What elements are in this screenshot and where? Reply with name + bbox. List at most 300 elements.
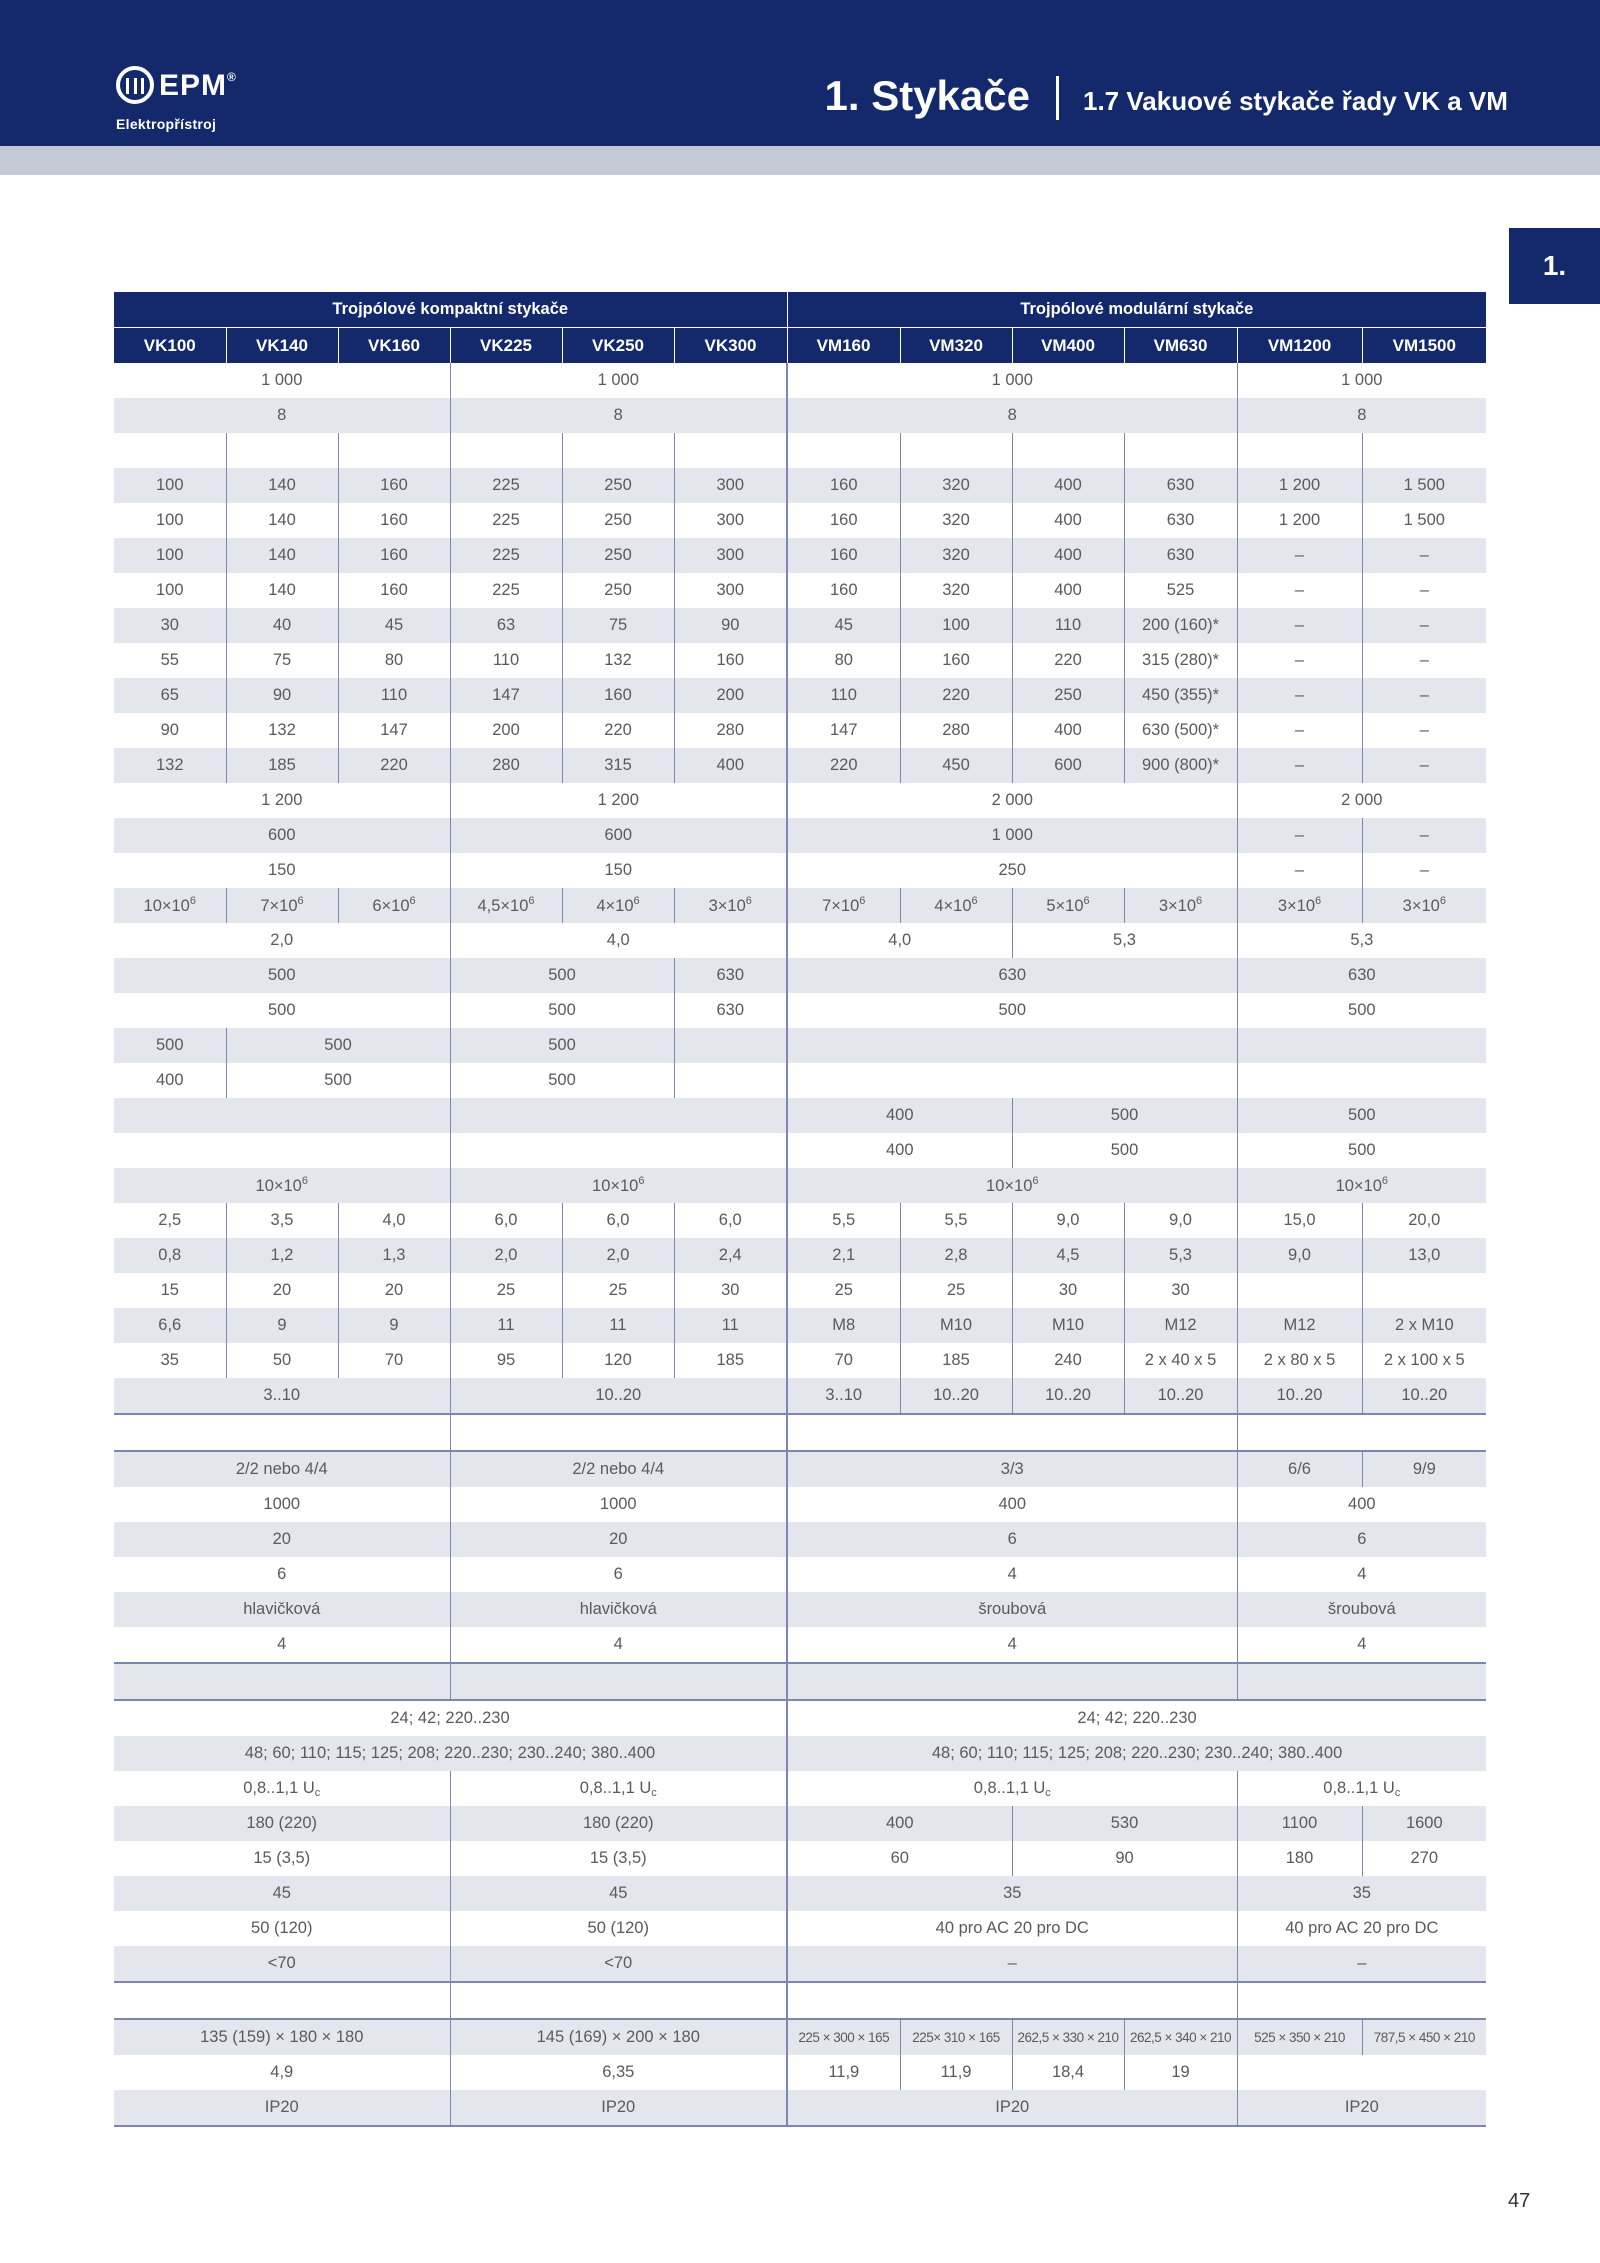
- spec-cell: $6\times 10^6$: [338, 888, 450, 923]
- spec-cell: 300: [674, 538, 787, 573]
- spec-cell: 90: [114, 713, 226, 748]
- spec-row: [114, 1841, 1486, 1876]
- spec-cell: 11: [674, 1308, 787, 1343]
- spec-cell: 530: [1012, 1806, 1237, 1841]
- spec-cell: 110: [338, 678, 450, 713]
- spec-cell: 400: [787, 1133, 1012, 1168]
- spec-cell: 2 x 40 x 5: [1124, 1343, 1237, 1378]
- spec-row: [114, 1028, 1486, 1063]
- chapter-title: 1. Stykače: [824, 72, 1030, 119]
- spec-cell-empty: [1124, 433, 1237, 468]
- spec-cell: 1 200: [114, 783, 450, 818]
- model-header: VK225: [450, 328, 562, 364]
- spec-cell: 2 000: [1237, 783, 1486, 818]
- spec-cell: 147: [338, 713, 450, 748]
- spec-cell: 240: [1012, 1343, 1124, 1378]
- spec-cell: 11,9: [787, 2055, 900, 2090]
- spec-cell: 5,3: [1124, 1238, 1237, 1273]
- spec-cell: 2 x 80 x 5: [1237, 1343, 1362, 1378]
- spec-cell: 140: [226, 468, 338, 503]
- spec-cell: 600: [450, 818, 787, 853]
- spec-cell: 135 (159) × 180 × 180: [114, 2019, 450, 2055]
- spec-cell: 140: [226, 573, 338, 608]
- spec-cell: IP20: [1237, 2090, 1486, 2126]
- spec-cell-empty: [114, 1663, 450, 1700]
- spec-cell: 600: [1012, 748, 1124, 783]
- spec-cell: 787,5 × 450 × 210: [1362, 2019, 1486, 2055]
- spec-row: [114, 783, 1486, 818]
- spec-cell: 525 × 350 × 210: [1237, 2019, 1362, 2055]
- spec-cell-empty: [1237, 1982, 1486, 2019]
- spec-cell: 400: [787, 1806, 1012, 1841]
- spec-table-body: [114, 363, 1486, 2126]
- spec-cell: 132: [114, 748, 226, 783]
- spec-cell: –: [1237, 818, 1362, 853]
- spec-row: [114, 2090, 1486, 2126]
- spec-cell-empty: [674, 1028, 787, 1063]
- spec-cell: 250: [562, 468, 674, 503]
- model-header: VM1200: [1237, 328, 1362, 364]
- spec-cell: 10..20: [450, 1378, 787, 1414]
- spec-cell: 4,0: [338, 1203, 450, 1238]
- spec-cell: 11: [450, 1308, 562, 1343]
- spec-cell: 0,8..1,1 $U_c$: [1237, 1771, 1486, 1806]
- spec-cell: 630 (500)*: [1124, 713, 1237, 748]
- spec-cell-empty: [1012, 433, 1124, 468]
- spec-cell: 35: [114, 1343, 226, 1378]
- spec-row: [114, 1203, 1486, 1238]
- spec-cell: 400: [1012, 713, 1124, 748]
- spec-cell: 50 (120): [114, 1911, 450, 1946]
- spec-row: [114, 923, 1486, 958]
- spec-cell: –: [1362, 538, 1486, 573]
- spec-row: [114, 433, 1486, 468]
- spec-cell: –: [1237, 853, 1362, 888]
- spec-cell: 20: [338, 1273, 450, 1308]
- spec-cell: 30: [1012, 1273, 1124, 1308]
- spec-cell: 4,9: [114, 2055, 450, 2090]
- spec-cell: 262,5 × 340 × 210: [1124, 2019, 1237, 2055]
- spec-cell: 220: [1012, 643, 1124, 678]
- spec-row: [114, 713, 1486, 748]
- spec-cell: 15 (3,5): [114, 1841, 450, 1876]
- epm-logo: [116, 64, 246, 144]
- spec-cell: 630: [674, 958, 787, 993]
- model-header: VK300: [674, 328, 787, 364]
- spec-cell: 450 (355)*: [1124, 678, 1237, 713]
- spec-cell: 120: [562, 1343, 674, 1378]
- model-header: VM320: [900, 328, 1012, 364]
- spec-cell: 500: [450, 1063, 674, 1098]
- spec-row: [114, 1063, 1486, 1098]
- spec-row: [114, 1982, 1486, 2019]
- spec-cell: $10\times 10^6$: [114, 888, 226, 923]
- spec-cell-empty: [1237, 1063, 1486, 1098]
- spec-cell: 10..20: [1237, 1378, 1362, 1414]
- spec-row: [114, 468, 1486, 503]
- spec-cell: 500: [114, 958, 450, 993]
- spec-cell: 5,3: [1237, 923, 1486, 958]
- spec-cell: 110: [450, 643, 562, 678]
- spec-cell: 320: [900, 573, 1012, 608]
- spec-row: [114, 1098, 1486, 1133]
- spec-cell: 63: [450, 608, 562, 643]
- spec-cell: 147: [787, 713, 900, 748]
- spec-cell: 1 000: [1237, 363, 1486, 398]
- spec-cell: 4,5: [1012, 1238, 1124, 1273]
- spec-cell-empty: [1237, 2055, 1486, 2090]
- spec-cell: 1 200: [450, 783, 787, 818]
- spec-cell: 500: [450, 958, 674, 993]
- spec-cell-empty: [114, 1098, 450, 1133]
- spec-cell: $3\times 10^6$: [1124, 888, 1237, 923]
- spec-cell: M8: [787, 1308, 900, 1343]
- spec-cell: 2/2 nebo 4/4: [450, 1451, 787, 1487]
- spec-cell: <70: [114, 1946, 450, 1982]
- spec-cell: –: [1237, 748, 1362, 783]
- spec-row: [114, 678, 1486, 713]
- spec-cell: 132: [226, 713, 338, 748]
- spec-cell: IP20: [787, 2090, 1237, 2126]
- spec-row: [114, 1946, 1486, 1982]
- spec-cell: IP20: [114, 2090, 450, 2126]
- spec-row: [114, 818, 1486, 853]
- spec-cell: 24; 42; 220..230: [787, 1700, 1486, 1736]
- spec-cell: 6,35: [450, 2055, 787, 2090]
- spec-cell: 2 x M10: [1362, 1308, 1486, 1343]
- spec-cell: 320: [900, 468, 1012, 503]
- spec-cell: 500: [226, 1063, 450, 1098]
- spec-cell-empty: [1237, 1273, 1362, 1308]
- spec-cell: 6,6: [114, 1308, 226, 1343]
- spec-cell: –: [1237, 678, 1362, 713]
- spec-cell: 145 (169) × 200 × 180: [450, 2019, 787, 2055]
- spec-cell: 65: [114, 678, 226, 713]
- spec-cell-empty: [114, 433, 226, 468]
- spec-cell: 45: [114, 1876, 450, 1911]
- spec-cell: 185: [226, 748, 338, 783]
- spec-cell: 3,5: [226, 1203, 338, 1238]
- spec-cell: 10..20: [1124, 1378, 1237, 1414]
- spec-cell: 4: [114, 1627, 450, 1663]
- spec-cell-empty: [674, 1063, 787, 1098]
- spec-cell: 315 (280)*: [1124, 643, 1237, 678]
- spec-cell: 500: [787, 993, 1237, 1028]
- model-header: VM400: [1012, 328, 1124, 364]
- model-header-row: [114, 328, 1486, 364]
- spec-cell: 220: [562, 713, 674, 748]
- spec-cell: –: [1362, 573, 1486, 608]
- spec-row: [114, 2055, 1486, 2090]
- spec-cell: 50 (120): [450, 1911, 787, 1946]
- spec-cell: 10..20: [900, 1378, 1012, 1414]
- spec-cell: 160: [900, 643, 1012, 678]
- spec-cell: 6: [114, 1557, 450, 1592]
- spec-cell: 35: [787, 1876, 1237, 1911]
- spec-cell: 20: [114, 1522, 450, 1557]
- spec-cell-empty: [787, 1028, 1237, 1063]
- spec-cell: 225 × 300 × 165: [787, 2019, 900, 2055]
- spec-cell: 48; 60; 110; 115; 125; 208; 220..230; 230..240; 380..400: [114, 1736, 787, 1771]
- spec-cell: 90: [226, 678, 338, 713]
- spec-cell: 400: [1012, 468, 1124, 503]
- spec-cell: –: [1237, 608, 1362, 643]
- spec-cell: šroubová: [787, 1592, 1237, 1627]
- spec-cell: 2,4: [674, 1238, 787, 1273]
- spec-row: [114, 1451, 1486, 1487]
- spec-cell: 2,0: [562, 1238, 674, 1273]
- spec-cell: 180: [1237, 1841, 1362, 1876]
- spec-cell: 4,0: [450, 923, 787, 958]
- spec-cell: 8: [450, 398, 787, 433]
- spec-cell: 10..20: [1012, 1378, 1124, 1414]
- spec-cell: 140: [226, 538, 338, 573]
- spec-cell: –: [1237, 1946, 1486, 1982]
- spec-cell: $10\times 10^6$: [1237, 1168, 1486, 1203]
- model-header: VK140: [226, 328, 338, 364]
- spec-cell: –: [1362, 713, 1486, 748]
- spec-cell: M10: [900, 1308, 1012, 1343]
- spec-row: [114, 573, 1486, 608]
- spec-cell: 2,8: [900, 1238, 1012, 1273]
- spec-cell: 500: [1012, 1098, 1237, 1133]
- group-header-compact: Trojpólové kompaktní stykače: [114, 292, 787, 328]
- spec-row: [114, 1627, 1486, 1663]
- spec-cell: 300: [674, 503, 787, 538]
- spec-cell: 1 000: [114, 363, 450, 398]
- spec-cell: M10: [1012, 1308, 1124, 1343]
- spec-cell: 630: [1124, 468, 1237, 503]
- spec-cell: 2 x 100 x 5: [1362, 1343, 1486, 1378]
- spec-cell-empty: [450, 433, 562, 468]
- spec-row: [114, 1911, 1486, 1946]
- spec-cell: 4,0: [787, 923, 1012, 958]
- spec-cell: 13,0: [1362, 1238, 1486, 1273]
- spec-cell: 280: [450, 748, 562, 783]
- spec-row: [114, 1522, 1486, 1557]
- spec-cell: 5,3: [1012, 923, 1237, 958]
- spec-cell: 220: [338, 748, 450, 783]
- logo-text: EPM: [159, 69, 228, 102]
- spec-cell: <70: [450, 1946, 787, 1982]
- spec-cell-empty: [114, 1982, 450, 2019]
- spec-cell: 320: [900, 538, 1012, 573]
- spec-row: [114, 1343, 1486, 1378]
- spec-cell: 900 (800)*: [1124, 748, 1237, 783]
- spec-cell: 400: [1012, 503, 1124, 538]
- spec-row: [114, 1876, 1486, 1911]
- spec-cell: 500: [114, 1028, 226, 1063]
- spec-cell: 9: [226, 1308, 338, 1343]
- spec-cell: 90: [674, 608, 787, 643]
- spec-row: [114, 1273, 1486, 1308]
- spec-cell: 3..10: [114, 1378, 450, 1414]
- spec-cell-empty: [900, 433, 1012, 468]
- spec-cell: 280: [674, 713, 787, 748]
- spec-cell: 6: [1237, 1522, 1486, 1557]
- spec-cell: 1100: [1237, 1806, 1362, 1841]
- spec-cell-empty: [674, 433, 787, 468]
- spec-cell-empty: [1237, 1414, 1486, 1451]
- spec-cell: $10\times 10^6$: [450, 1168, 787, 1203]
- spec-cell: 225: [450, 538, 562, 573]
- spec-cell: 6,0: [674, 1203, 787, 1238]
- spec-cell: 500: [450, 1028, 674, 1063]
- spec-cell: 1000: [450, 1487, 787, 1522]
- spec-cell: 600: [114, 818, 450, 853]
- spec-cell: 500: [1237, 1098, 1486, 1133]
- chapter-tab[interactable]: 1.: [1509, 228, 1600, 304]
- spec-cell-empty: [338, 433, 450, 468]
- spec-row: [114, 538, 1486, 573]
- spec-row: [114, 1771, 1486, 1806]
- model-header: VK250: [562, 328, 674, 364]
- spec-cell: M12: [1237, 1308, 1362, 1343]
- spec-cell-empty: [787, 433, 900, 468]
- page-number: 47: [1508, 2190, 1531, 2212]
- spec-cell: –: [1362, 748, 1486, 783]
- spec-cell: 500: [1237, 1133, 1486, 1168]
- spec-cell: 6,0: [562, 1203, 674, 1238]
- spec-cell: 100: [114, 538, 226, 573]
- spec-row: [114, 1806, 1486, 1841]
- spec-cell: 250: [562, 573, 674, 608]
- spec-cell: 15: [114, 1273, 226, 1308]
- spec-cell: 48; 60; 110; 115; 125; 208; 220..230; 230..240; 380..400: [787, 1736, 1486, 1771]
- spec-cell-empty: [1237, 1663, 1486, 1700]
- spec-cell: 400: [1237, 1487, 1486, 1522]
- spec-cell: $4,5\times 10^6$: [450, 888, 562, 923]
- spec-cell: 75: [226, 643, 338, 678]
- model-header: VM1500: [1362, 328, 1486, 364]
- spec-row: [114, 1308, 1486, 1343]
- spec-cell: 8: [1237, 398, 1486, 433]
- spec-cell: 3/3: [787, 1451, 1237, 1487]
- spec-cell: 500: [450, 993, 674, 1028]
- logo-registered: ®: [227, 70, 237, 84]
- spec-row: [114, 363, 1486, 398]
- spec-cell-empty: [1362, 1273, 1486, 1308]
- spec-cell-empty: [114, 1414, 450, 1451]
- spec-cell: 150: [450, 853, 787, 888]
- spec-cell: 185: [674, 1343, 787, 1378]
- spec-table: [114, 292, 1486, 2127]
- header-accent-band: [0, 146, 1600, 175]
- spec-cell-empty: [787, 1663, 1237, 1700]
- spec-cell: 630: [1124, 503, 1237, 538]
- spec-cell: 1 200: [1237, 503, 1362, 538]
- spec-cell: 150: [114, 853, 450, 888]
- spec-cell: 9,0: [1124, 1203, 1237, 1238]
- spec-cell: 0,8: [114, 1238, 226, 1273]
- spec-cell: 50: [226, 1343, 338, 1378]
- spec-cell: 80: [787, 643, 900, 678]
- spec-cell: 160: [338, 573, 450, 608]
- spec-cell: 4: [787, 1557, 1237, 1592]
- spec-cell: 300: [674, 468, 787, 503]
- spec-cell: $10\times 10^6$: [114, 1168, 450, 1203]
- spec-cell: 220: [787, 748, 900, 783]
- spec-cell: $7\times 10^6$: [787, 888, 900, 923]
- spec-cell: 500: [114, 993, 450, 1028]
- spec-row: [114, 643, 1486, 678]
- spec-cell: 15 (3,5): [450, 1841, 787, 1876]
- spec-cell: 95: [450, 1343, 562, 1378]
- spec-cell: 630: [1124, 538, 1237, 573]
- spec-cell: –: [1362, 853, 1486, 888]
- spec-cell: 110: [787, 678, 900, 713]
- spec-cell: 180 (220): [450, 1806, 787, 1841]
- spec-cell: 220: [900, 678, 1012, 713]
- spec-cell: 0,8..1,1 $U_c$: [114, 1771, 450, 1806]
- spec-row: [114, 1414, 1486, 1451]
- spec-cell: 630: [787, 958, 1237, 993]
- spec-cell: 185: [900, 1343, 1012, 1378]
- spec-cell: IP20: [450, 2090, 787, 2126]
- spec-cell: $3\times 10^6$: [674, 888, 787, 923]
- spec-cell: 320: [900, 503, 1012, 538]
- spec-cell: 6,0: [450, 1203, 562, 1238]
- spec-cell: 8: [114, 398, 450, 433]
- spec-cell: 0,8..1,1 $U_c$: [787, 1771, 1237, 1806]
- model-header: VK100: [114, 328, 226, 364]
- spec-row: [114, 1736, 1486, 1771]
- spec-cell-empty: [450, 1414, 787, 1451]
- spec-cell: $3\times 10^6$: [1362, 888, 1486, 923]
- spec-cell-empty: [1237, 433, 1362, 468]
- spec-row: [114, 1700, 1486, 1736]
- spec-cell: 9: [338, 1308, 450, 1343]
- spec-cell: 30: [1124, 1273, 1237, 1308]
- spec-row: [114, 888, 1486, 923]
- spec-cell: 2,0: [450, 1238, 562, 1273]
- spec-cell: 2,1: [787, 1238, 900, 1273]
- spec-cell: 280: [900, 713, 1012, 748]
- spec-cell: 1600: [1362, 1806, 1486, 1841]
- spec-cell: 160: [787, 503, 900, 538]
- company-name: Elektropřístroj: [116, 116, 217, 132]
- spec-cell: 225: [450, 503, 562, 538]
- spec-cell: 1 500: [1362, 503, 1486, 538]
- spec-cell: 225: [450, 573, 562, 608]
- spec-cell: 2 000: [787, 783, 1237, 818]
- spec-cell: 1000: [114, 1487, 450, 1522]
- spec-cell-empty: [450, 1982, 787, 2019]
- spec-cell: 70: [338, 1343, 450, 1378]
- spec-cell-empty: [1362, 433, 1486, 468]
- spec-cell: 4: [787, 1627, 1237, 1663]
- spec-cell: 525: [1124, 573, 1237, 608]
- section-title: 1.7 Vakuové stykače řady VK a VM: [1083, 86, 1508, 116]
- spec-cell: 250: [562, 538, 674, 573]
- spec-row: [114, 748, 1486, 783]
- spec-cell: 400: [787, 1098, 1012, 1133]
- spec-cell-empty: [562, 433, 674, 468]
- spec-row: [114, 1133, 1486, 1168]
- spec-row: [114, 503, 1486, 538]
- spec-cell: $7\times 10^6$: [226, 888, 338, 923]
- spec-cell: –: [1362, 678, 1486, 713]
- spec-cell-empty: [787, 1982, 1237, 2019]
- spec-cell: 3..10: [787, 1378, 900, 1414]
- spec-cell: $10\times 10^6$: [787, 1168, 1237, 1203]
- spec-cell: 200: [674, 678, 787, 713]
- spec-row: [114, 398, 1486, 433]
- spec-cell: 20,0: [1362, 1203, 1486, 1238]
- spec-cell: 6/6: [1237, 1451, 1362, 1487]
- spec-row: [114, 853, 1486, 888]
- spec-cell: 315: [562, 748, 674, 783]
